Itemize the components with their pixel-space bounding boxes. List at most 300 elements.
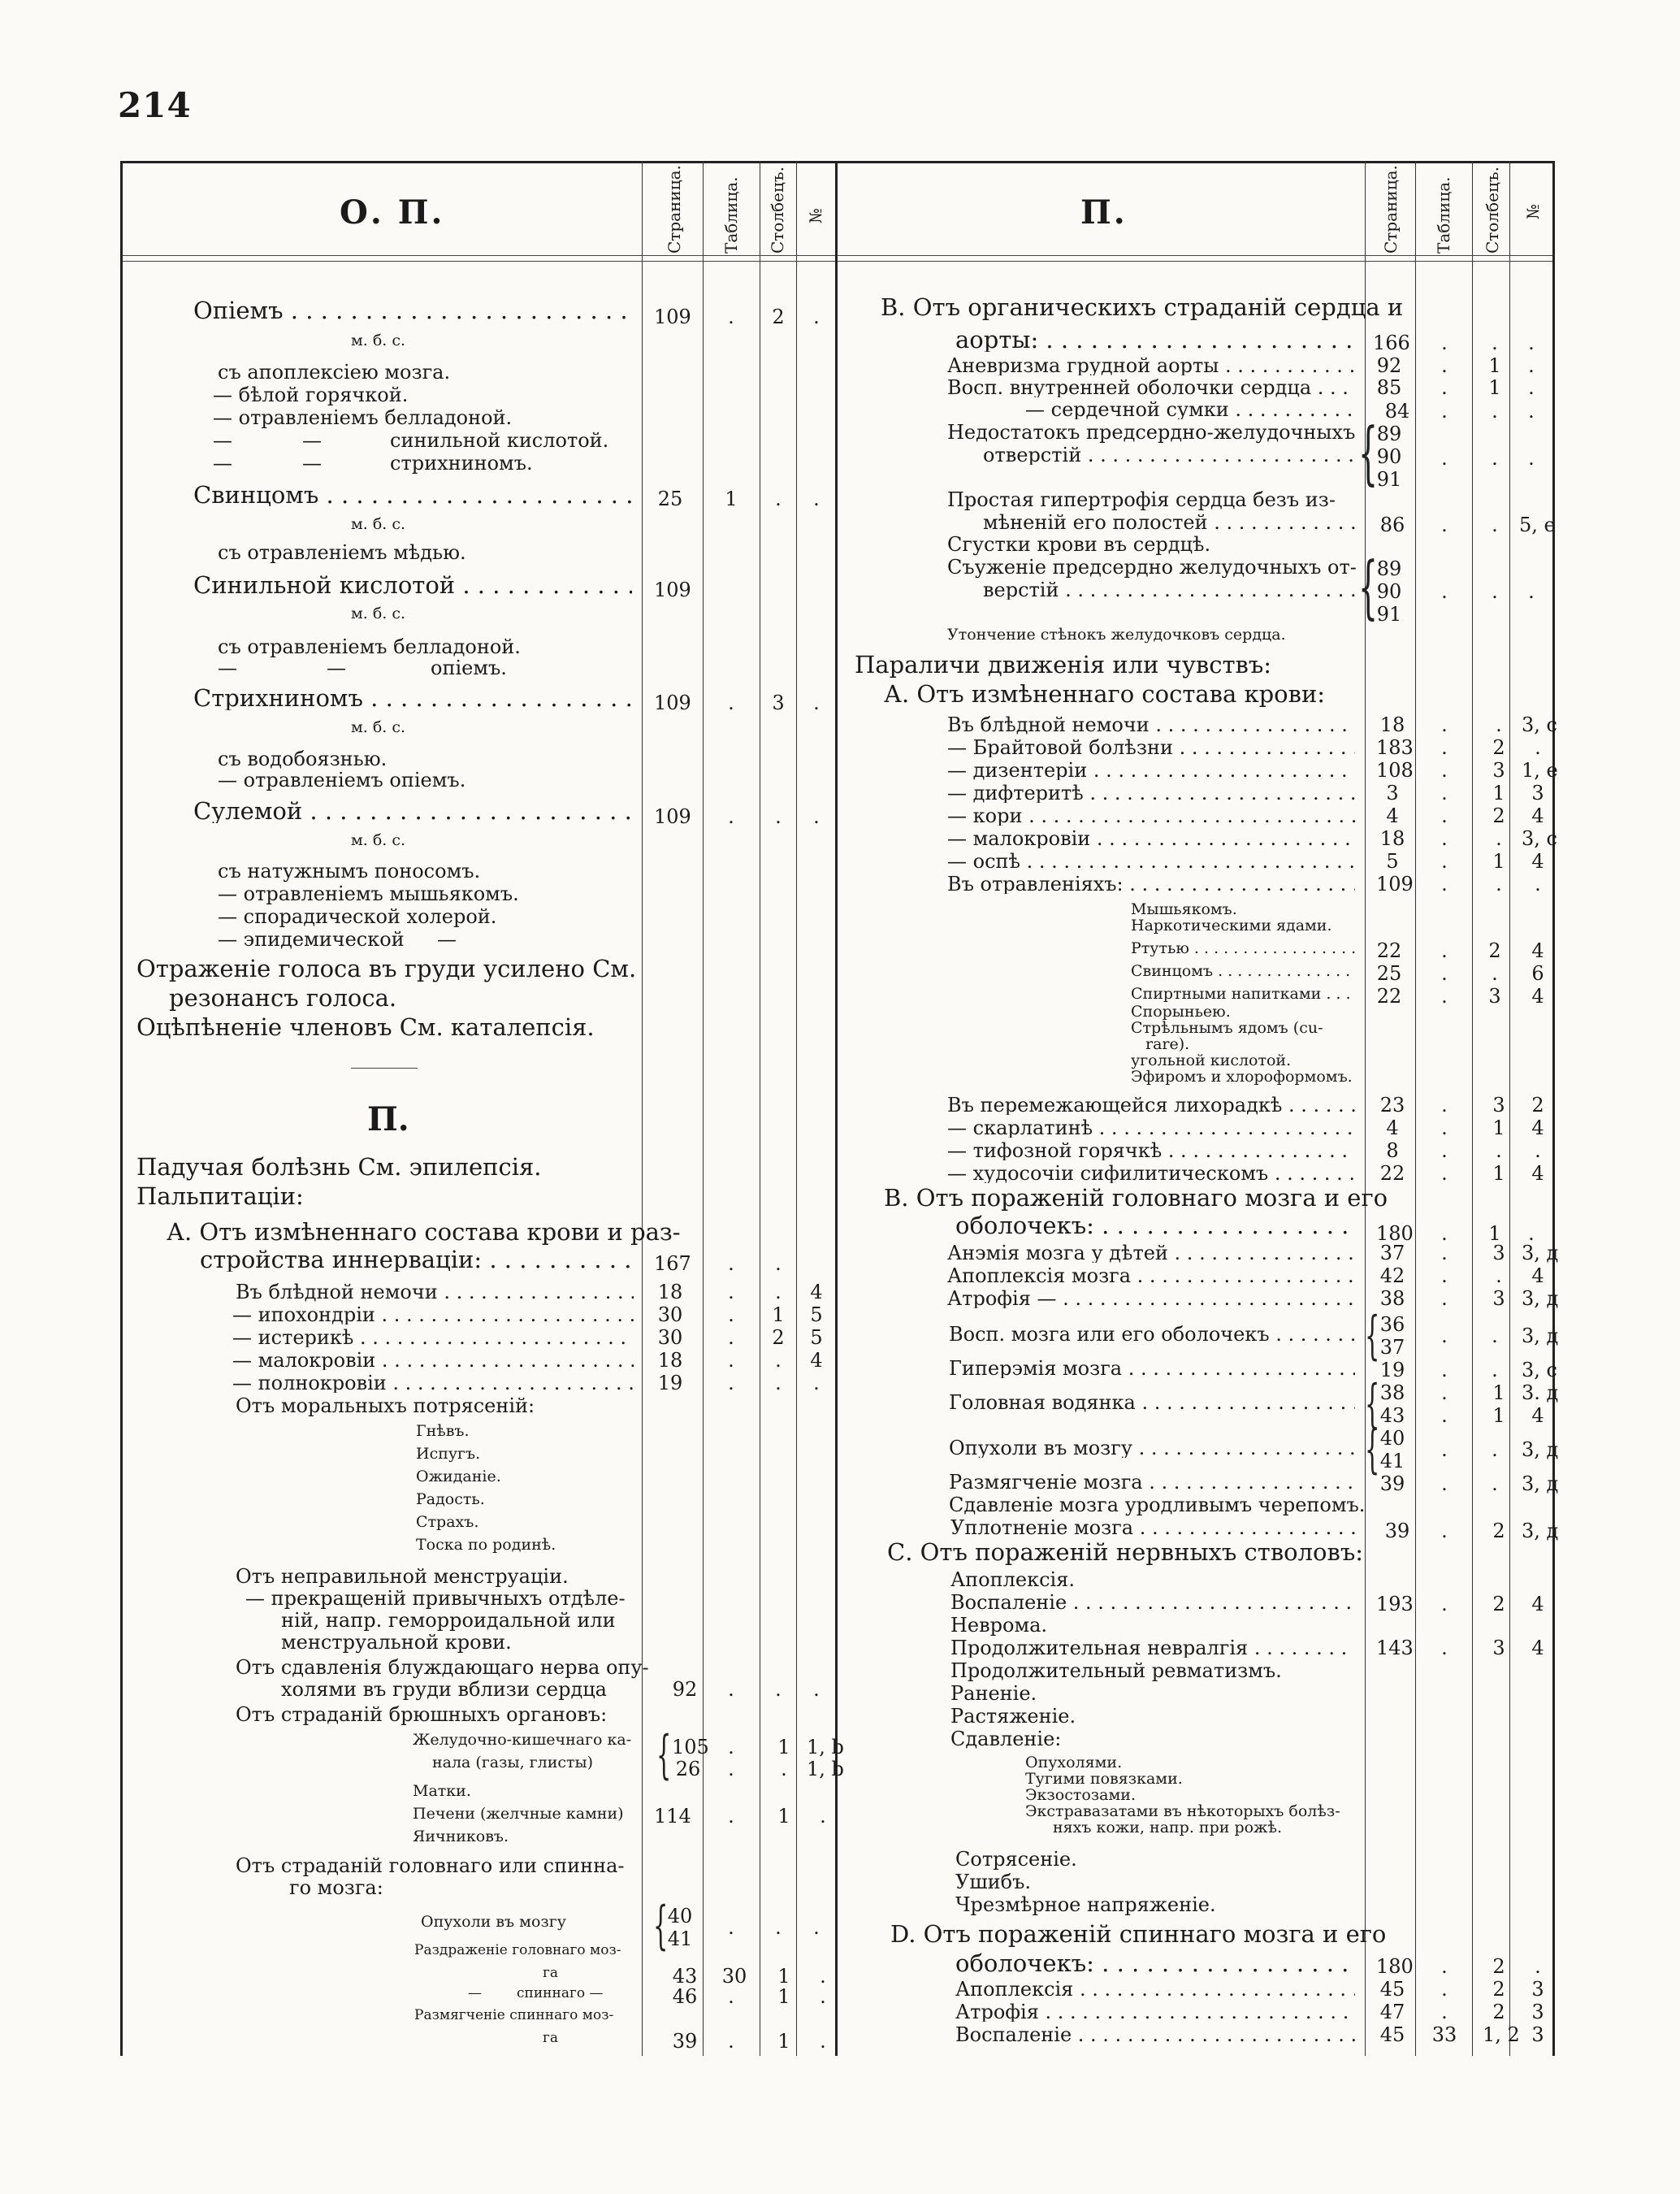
- row-nedost: Недостатокъ предсердно-желудочныхъ: [947, 421, 1356, 444]
- row-nedost-cont: [983, 445, 1355, 465]
- sub-item: Печени (желчные камни): [413, 1805, 624, 1823]
- cell-no: 6: [1531, 962, 1544, 985]
- cell-column: .: [1492, 514, 1498, 536]
- brace: {: [1365, 1374, 1380, 1434]
- cell-no: .: [1528, 376, 1535, 399]
- cell-column: .: [775, 1916, 782, 1939]
- cell-column: 2: [1492, 2001, 1505, 2023]
- table-row: [947, 1095, 1355, 1115]
- cell-table: .: [1441, 1162, 1448, 1185]
- cell-table: .: [728, 1372, 734, 1394]
- cell-column: 3: [1488, 985, 1501, 1008]
- cell-column: 2: [1492, 804, 1505, 827]
- moral-item: Радость.: [416, 1490, 485, 1508]
- cell-column: .: [775, 1678, 782, 1701]
- cell-table: .: [1441, 1520, 1448, 1542]
- cell-table: .: [1441, 2001, 1448, 2023]
- cell-page: 91: [1376, 603, 1402, 626]
- cell-no: .: [1528, 354, 1535, 377]
- cell-page: 46: [672, 1985, 698, 2008]
- entry-label: аорты:: [955, 328, 1039, 352]
- table-row: [947, 1118, 1355, 1138]
- sub-item: спиннаго —: [517, 1985, 604, 2001]
- entry-label: оболочекъ:: [955, 1952, 1094, 1975]
- sub-item: Размягченiе спиннаго моз-: [414, 2007, 614, 2023]
- row-bled: [236, 1282, 634, 1302]
- entry-sulem: [193, 800, 632, 823]
- cell-table: .: [1441, 1404, 1448, 1427]
- cell-no: 4: [1531, 939, 1544, 962]
- sub-heading: D. Отъ пораженiй спиннаго мозга и его: [890, 1920, 1387, 1948]
- row-ister: [232, 1328, 634, 1347]
- cell-no: .: [813, 805, 820, 828]
- cell-table: .: [1441, 1287, 1448, 1310]
- cell-column: .: [1492, 1472, 1498, 1495]
- ditto-mark: —: [213, 452, 232, 475]
- cell-table: .: [728, 692, 734, 714]
- row-c: Неврома.: [950, 1614, 1048, 1637]
- cell-no: .: [820, 1805, 826, 1828]
- cell-page: 90: [1376, 580, 1402, 603]
- cell-column: 3: [1492, 1637, 1505, 1659]
- entry-label: Въ отравленiяхъ:: [947, 874, 1124, 894]
- row-giper: [949, 1359, 1355, 1378]
- entry-label: оболочекъ:: [955, 1214, 1094, 1238]
- row-spirt: [1131, 986, 1355, 1002]
- cell-table: .: [1441, 782, 1448, 804]
- cell-no: 4: [1531, 1637, 1544, 1659]
- row-prost: Простая гипертрофiя сердца безъ из-: [947, 488, 1336, 511]
- entry-label: Гиперэмiя мозга: [949, 1359, 1123, 1378]
- otr-item: rare).: [1145, 1035, 1190, 1053]
- cell-page: 92: [672, 1678, 698, 1701]
- entry-label: Размягченiе мозга: [949, 1472, 1143, 1492]
- cell-table: .: [1441, 736, 1448, 759]
- cell-no: 3, д: [1522, 1242, 1559, 1264]
- cell-column: 1: [1488, 376, 1501, 399]
- left-header-table: Таблица.: [721, 176, 741, 254]
- row-bryush: Отъ страданiй брюшныхъ органовъ:: [236, 1703, 608, 1726]
- entry-label: Свинцомъ: [1131, 964, 1214, 979]
- left-header-no: №: [806, 208, 825, 223]
- cell-page: 109: [654, 805, 691, 828]
- sdav-item: Опухолями.: [1025, 1754, 1123, 1771]
- cell-page: 89: [1376, 557, 1402, 580]
- cell-no: .: [1535, 873, 1541, 895]
- otr-item: угольной кислотой.: [1131, 1051, 1292, 1069]
- sdav-item: Тугими повязками.: [1025, 1770, 1183, 1788]
- entry-label: — дизентерiи: [947, 761, 1088, 780]
- cell-table: .: [1441, 1381, 1448, 1404]
- cell-table: .: [728, 1252, 734, 1275]
- cell-no: 3, c: [1522, 827, 1557, 850]
- cell-page: 8: [1386, 1139, 1399, 1162]
- entry-otsep: Оцѣпѣненiе членовъ См. каталепсiя.: [136, 1013, 595, 1041]
- right-col-line-table: [1415, 161, 1416, 2056]
- cell-no: 3: [1531, 2001, 1544, 2023]
- cell-no: .: [1528, 400, 1535, 423]
- cell-page: 108: [1376, 759, 1414, 782]
- cell-column: .: [1496, 1139, 1502, 1162]
- row-serd-sumka: [1025, 400, 1355, 419]
- cell-column: 2: [772, 306, 785, 328]
- left-header-title: О. П.: [340, 193, 445, 232]
- entry-label: мѣненiй его полостей: [983, 513, 1208, 532]
- entry-palp: Пальпитацiи:: [136, 1182, 304, 1210]
- cell-no: .: [813, 1678, 820, 1701]
- brace: {: [653, 1896, 669, 1956]
- cell-column: 2: [1492, 1955, 1505, 1978]
- cell-page: 30: [657, 1326, 683, 1349]
- cell-no: .: [1528, 332, 1535, 354]
- cell-no: 3, c: [1522, 713, 1557, 736]
- row-sgust: Сгустки крови въ сердцѣ.: [947, 533, 1211, 556]
- row-sdavl: Сдавленiе мозга уродливымъ черепомъ.: [949, 1494, 1366, 1516]
- brace: {: [656, 1725, 672, 1785]
- ditto-mark: —: [437, 928, 457, 951]
- row-c-prod: [950, 1638, 1355, 1658]
- entry-label: Ртутью: [1131, 941, 1189, 956]
- brace: {: [1358, 413, 1379, 492]
- cell-table: .: [1441, 1438, 1448, 1461]
- cell-column: .: [1496, 713, 1502, 736]
- sub-item: — спорадической холерой.: [218, 905, 497, 928]
- row-vosp-vn: [947, 378, 1355, 397]
- cell-page: 22: [1379, 1162, 1405, 1185]
- entry-label: — Брайтовой болѣзни: [947, 738, 1173, 757]
- table-row: [947, 715, 1355, 735]
- cell-column: 1: [777, 1736, 790, 1758]
- cell-no: 3: [1531, 782, 1544, 804]
- entry-label: Воспаленiе: [955, 2025, 1072, 2044]
- table-row: [947, 1243, 1355, 1263]
- sdav-item: Экстравазатами въ нѣкоторыхъ болѣз-: [1025, 1802, 1340, 1820]
- cell-table: .: [1441, 939, 1448, 962]
- row-c: Апоплексiя.: [950, 1568, 1075, 1591]
- cell-page: 167: [654, 1252, 691, 1275]
- cell-column: .: [775, 1281, 782, 1303]
- cell-column: .: [775, 1349, 782, 1372]
- table-row: [947, 806, 1355, 826]
- entry-label: Опухоли въ мозгу: [949, 1438, 1132, 1458]
- cell-page: 85: [1376, 376, 1402, 399]
- sub-heading: В. Отъ пораженiй головнаго мозга и его: [884, 1184, 1388, 1212]
- cell-table: .: [728, 1303, 734, 1326]
- cell-column: 1: [777, 1805, 790, 1828]
- sub-item: съ апоплексiею мозга.: [218, 361, 451, 384]
- cell-page: 180: [1376, 1222, 1414, 1245]
- cell-no: .: [1535, 736, 1541, 759]
- cell-no: 5: [810, 1303, 823, 1326]
- cell-table: .: [728, 1916, 734, 1939]
- cell-table: .: [1441, 1359, 1448, 1381]
- cell-column: 3: [1492, 759, 1505, 782]
- otr-item: Спорыньею.: [1131, 1003, 1231, 1021]
- entry-paduch: Падучая болѣзнь См. эпилепсiя.: [136, 1153, 542, 1181]
- row-svin: [1131, 964, 1355, 979]
- row-vosp-mozga: [949, 1325, 1355, 1344]
- cell-page: 89: [1376, 423, 1402, 445]
- cell-column: 1: [1492, 782, 1505, 804]
- cell-page: 114: [654, 1805, 691, 1828]
- row-prost-cont: [983, 513, 1355, 532]
- row-vodyanka: [949, 1393, 1355, 1412]
- cell-table: .: [1441, 332, 1448, 354]
- left-col-line-page: [642, 161, 643, 2056]
- cell-table: .: [1441, 1978, 1448, 2001]
- row-c: Растяженiе.: [950, 1705, 1076, 1728]
- cell-page: 42: [1379, 1264, 1405, 1287]
- cell-table: .: [728, 805, 734, 828]
- right-header-title: П.: [1080, 193, 1128, 232]
- sdav-item: няхъ кожи, напр. при рожѣ.: [1053, 1819, 1283, 1836]
- cell-table: .: [1441, 400, 1448, 423]
- moral-item: Ожиданiе.: [416, 1468, 501, 1485]
- entry-label: Продолжительная невралгiя: [950, 1638, 1249, 1658]
- cell-no: .: [813, 488, 820, 510]
- otr-item: Эфиромъ и хлороформомъ.: [1131, 1068, 1353, 1086]
- row-menst-4: менструальной крови.: [281, 1631, 512, 1654]
- left-header-column: Столбецъ.: [768, 167, 787, 254]
- cell-table: .: [1441, 1242, 1448, 1264]
- mbs-label: м. б. с.: [351, 605, 406, 622]
- cell-page: 18: [657, 1349, 683, 1372]
- cell-table: .: [1441, 850, 1448, 873]
- entry-label: — малокровiи: [947, 829, 1091, 848]
- entry-label: верстiй: [983, 580, 1059, 600]
- right-header-table: Таблица.: [1434, 176, 1453, 254]
- sub-item: га: [543, 1965, 559, 1981]
- entry-otrazh: Отраженiе голоса въ груди усилено См.: [136, 955, 637, 982]
- sub-heading-cont: [955, 1952, 1355, 1975]
- cell-table: .: [1441, 1139, 1448, 1162]
- cell-table: .: [728, 1349, 734, 1372]
- sub-item: га: [543, 2030, 559, 2046]
- cell-page: 43: [1379, 1404, 1405, 1427]
- sub-heading: В. Отъ органическихъ страданiй сердца и: [881, 293, 1404, 321]
- row-suzh-cont: [983, 580, 1355, 600]
- cell-page: 109: [1376, 873, 1414, 895]
- row-malok: [232, 1351, 634, 1370]
- cell-column: 1: [1488, 1222, 1501, 1245]
- row-golov-2: го мозга:: [289, 1876, 383, 1899]
- cell-page: 166: [1373, 332, 1410, 354]
- cell-no: 4: [810, 1281, 823, 1303]
- moral-item: Тоска по родинѣ.: [416, 1536, 556, 1554]
- cell-page: 19: [657, 1372, 683, 1394]
- cell-page: 3: [1386, 782, 1399, 804]
- sub-heading-cont: [955, 1214, 1355, 1238]
- entry-label: — оспѣ: [947, 852, 1020, 871]
- cell-column: 2: [1492, 1520, 1505, 1542]
- sub-item: Опухоли въ мозгу: [421, 1913, 566, 1931]
- cell-page: 4: [1386, 804, 1399, 827]
- cell-column: .: [1492, 332, 1498, 354]
- cell-no: 3, д: [1522, 1287, 1559, 1310]
- cell-column: 2: [1492, 736, 1505, 759]
- cell-table: .: [1441, 713, 1448, 736]
- cell-page: 143: [1376, 1637, 1414, 1659]
- cell-table: 33: [1431, 2023, 1457, 2046]
- cell-page: 22: [1376, 985, 1402, 1008]
- mbs-label: м. б. с.: [351, 718, 406, 736]
- cell-column: 2: [1488, 939, 1501, 962]
- row-c: Чрезмѣрное напряженiе.: [955, 1893, 1216, 1916]
- cell-table: .: [1441, 1325, 1448, 1347]
- row-c: Ушибъ.: [955, 1871, 1031, 1893]
- sub-item: — бѣлой горячкой.: [213, 384, 409, 406]
- cell-page: 105: [672, 1736, 709, 1758]
- cell-table: .: [1441, 580, 1448, 603]
- cell-table: .: [1441, 804, 1448, 827]
- cell-page: 193: [1376, 1593, 1414, 1615]
- entry-label: — худосочiи сифилитическомъ: [947, 1164, 1269, 1183]
- entry-label: — кори: [947, 806, 1023, 826]
- table-row: [947, 761, 1355, 780]
- cell-page: 19: [1379, 1359, 1405, 1381]
- entry-label: Головная водянка: [949, 1393, 1136, 1412]
- right-col-line-column: [1472, 161, 1473, 2056]
- cell-column: .: [775, 805, 782, 828]
- cell-page: 23: [1379, 1094, 1405, 1117]
- cell-page: 86: [1379, 514, 1405, 536]
- entry-label: Въ перемежающейся лихорадкѣ: [947, 1095, 1283, 1115]
- row-rtut: [1131, 941, 1355, 956]
- cell-table: .: [728, 1758, 734, 1780]
- sub-item: Матки.: [413, 1782, 471, 1800]
- cell-no: .: [1528, 447, 1535, 470]
- cell-page: 183: [1376, 736, 1414, 759]
- left-border: [120, 161, 123, 2056]
- cell-no: .: [813, 306, 820, 328]
- mbs-label: м. б. с.: [351, 332, 406, 349]
- sub-item: синильной кислотой.: [390, 429, 609, 452]
- cell-no: 4: [1531, 1162, 1544, 1185]
- cell-no: 4: [1531, 1117, 1544, 1139]
- entry-label: — скарлатинѣ: [947, 1118, 1093, 1138]
- cell-table: .: [1441, 1955, 1448, 1978]
- sub-heading-cont: [955, 328, 1355, 352]
- cell-no: 3: [1531, 2023, 1544, 2046]
- cell-page: 91: [1376, 468, 1402, 491]
- cell-page: 5: [1386, 850, 1399, 873]
- cell-page: 47: [1379, 2001, 1405, 2023]
- cell-page: 37: [1379, 1242, 1405, 1264]
- cell-column: 1: [772, 1303, 785, 1326]
- cell-table: 1: [725, 488, 738, 510]
- cell-column: .: [781, 1758, 787, 1780]
- ditto-mark: —: [327, 657, 346, 679]
- right-header-no: №: [1523, 204, 1543, 219]
- table-row: [947, 738, 1355, 757]
- ditto-mark: —: [213, 429, 232, 452]
- cell-column: 1: [777, 2030, 790, 2053]
- otr-item: Наркотическими ядами.: [1131, 917, 1332, 934]
- cell-table: .: [1441, 1264, 1448, 1287]
- entry-label: Воспаленiе: [950, 1593, 1067, 1612]
- sub-item: съ отравленiемъ белладоной.: [218, 635, 521, 658]
- row-c: Сдавленiе:: [950, 1728, 1062, 1750]
- entry-label: — малокровiи: [232, 1351, 376, 1370]
- cell-page: 41: [667, 1927, 693, 1950]
- sub-heading: С. Отъ пораженiй нервныхъ стволовъ:: [887, 1538, 1364, 1566]
- sub-heading: А. Отъ измѣненнаго состава крови:: [884, 680, 1326, 708]
- sdav-item: Экзостозами.: [1025, 1786, 1136, 1804]
- sub-item: нала (газы, глисты): [432, 1754, 594, 1771]
- entry-label: Анэмiя мозга у дѣтей: [947, 1243, 1168, 1263]
- cell-column: 1, 2: [1483, 2023, 1520, 2046]
- cell-no: 2: [1531, 1094, 1544, 1117]
- cell-no: .: [813, 692, 820, 714]
- moral-item: Страхъ.: [416, 1513, 479, 1531]
- entry-otrazh-cont: резонансъ голоса.: [169, 984, 397, 1012]
- sub-item: Раздраженiе головнаго моз-: [414, 1942, 621, 1958]
- cell-column: .: [775, 488, 782, 510]
- sub-heading: А. Отъ измѣненнаго состава крови и раз-: [167, 1218, 681, 1246]
- cell-table: .: [1441, 447, 1448, 470]
- cell-table: .: [1441, 985, 1448, 1008]
- entry-label: Опiемъ: [193, 299, 284, 323]
- brace: {: [1358, 547, 1379, 627]
- sub-item: съ водобоязнью.: [218, 748, 388, 770]
- row-c-vosp: [950, 1593, 1355, 1612]
- entry-label: Синильной кислотой: [193, 574, 456, 597]
- table-row: [947, 874, 1355, 894]
- cell-page: 39: [1379, 1472, 1405, 1495]
- cell-table: 30: [721, 1965, 747, 1988]
- row-opuh-mozg: [949, 1438, 1355, 1458]
- cell-column: .: [1492, 400, 1498, 423]
- cell-page: 40: [667, 1905, 693, 1927]
- cell-page: 30: [657, 1303, 683, 1326]
- cell-column: .: [775, 1252, 782, 1275]
- entry-opiem: [193, 299, 632, 323]
- cell-column: 1: [1488, 354, 1501, 377]
- cell-no: 3, д: [1522, 1325, 1559, 1347]
- cell-column: .: [1492, 1438, 1498, 1461]
- cell-page: 39: [672, 2030, 698, 2053]
- cell-no: 4: [1531, 1593, 1544, 1615]
- cell-page: 4: [1386, 1117, 1399, 1139]
- entry-svintsom: [193, 483, 632, 507]
- table-row: [955, 2025, 1355, 2044]
- entry-label: — истерикѣ: [232, 1328, 354, 1347]
- cell-page: 25: [657, 488, 683, 510]
- cell-table: .: [1441, 514, 1448, 536]
- ditto-mark: —: [218, 657, 237, 679]
- sub-item: — эпидемической: [218, 928, 405, 951]
- cell-column: .: [1492, 580, 1498, 603]
- cell-page: 18: [1379, 713, 1405, 736]
- cell-column: .: [1492, 1359, 1498, 1381]
- entry-label: Уплотненiе мозга: [950, 1518, 1134, 1537]
- cell-table: .: [1441, 354, 1448, 377]
- cell-page: 84: [1384, 400, 1410, 423]
- cell-no: .: [820, 1965, 826, 1988]
- cell-table: .: [1441, 827, 1448, 850]
- entry-label: стройства иннервацiи:: [200, 1248, 483, 1272]
- cell-column: 3: [772, 692, 785, 714]
- cell-table: .: [1441, 1472, 1448, 1495]
- entry-label: Стрихниномъ: [193, 687, 363, 710]
- ditto-mark: —: [302, 429, 322, 452]
- cell-page: 18: [657, 1281, 683, 1303]
- cell-page: 39: [1384, 1520, 1410, 1542]
- sub-item: — отравленiемъ мышьякомъ.: [218, 882, 519, 905]
- cell-no: .: [820, 2030, 826, 2053]
- row-sdav-2: холями въ груди вблизи сердца: [281, 1678, 607, 1701]
- otr-item: Стрѣльнымъ ядомъ (cu-: [1131, 1019, 1323, 1037]
